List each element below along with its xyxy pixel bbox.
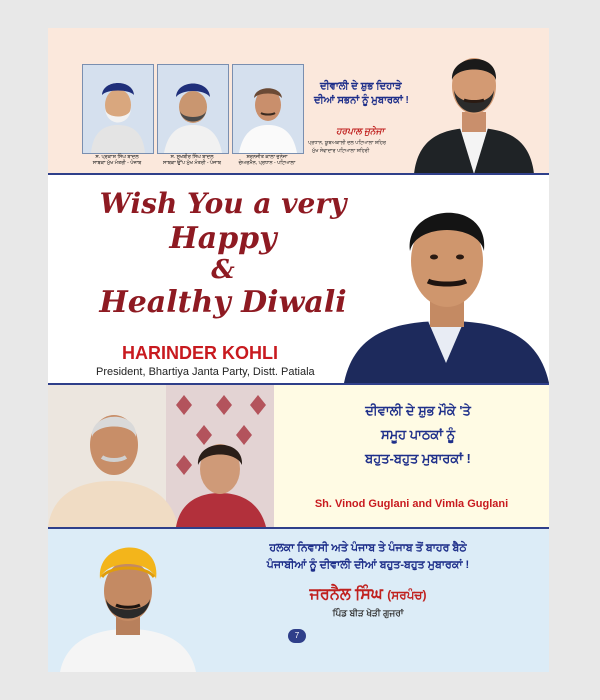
jarnail-line-1: ਹਲਕਾ ਨਿਵਾਸੀ ਅਤੇ ਪੰਜਾਬ ਤੇ ਪੰਜਾਬ ਤੋਂ ਬਾਹਰ ਬੈਠੇ <box>269 542 467 554</box>
newspaper-page <box>48 28 549 672</box>
script-healthy-diwali: Healthy Diwali <box>99 285 347 320</box>
harinder-kohli-greeting <box>48 175 549 383</box>
jarnail-singh-title: (ਸਰਪੰਚ) <box>387 588 427 602</box>
harinder-kohli-name: HARINDER KOHLI <box>122 343 278 363</box>
portrait-parkash-singh-badal <box>82 64 154 154</box>
greeting-line-2: ਦੀਆਂ ਸਭਨਾਂ ਨੂੰ ਮੁਬਾਰਕਾਂ ! <box>314 95 409 106</box>
jarnail-line-2: ਪੰਜਾਬੀਆਂ ਨੂੰ ਦੀਵਾਲੀ ਦੀਆਂ ਬਹੁਤ-ਬਹੁਤ ਮੁਬਾਰਕਾਂ ! <box>266 559 470 571</box>
harinder-kohli-photo <box>344 183 549 383</box>
script-happy: Happy <box>169 221 277 256</box>
guglani-line-2: ਸਮੂਹ ਪਾਠਕਾਂ ਨੂੰ <box>380 427 456 442</box>
jarnail-singh-name-line <box>198 586 538 604</box>
jarnail-village: ਪਿੰਡ ਬੀੜ ਖੇੜੀ ਗੁਜਰਾਂ <box>332 608 404 618</box>
page-number-badge: 7 <box>288 629 306 643</box>
harpal-designation-1: ਪ੍ਰਧਾਨ, ਯੂਥਅਕਾਲੀ ਦਲ ਪਟਿਆਲਾ ਸ਼ਹਿਰ <box>308 140 386 146</box>
portrait-sukhbir-singh-badal <box>157 64 229 154</box>
portrait-caption-2: ਸ. ਸੁਖਬੀਰ ਸਿੰਘ ਬਾਦਲ ਸਾਬਕਾ ਉੱਪ ਮੁੱਖ ਮੰਤਰੀ - ਪੰਜਾਬ <box>163 154 221 166</box>
portrait-caption-1: ਸ. ਪ੍ਰਕਾਸ਼ ਸਿੰਘ ਬਾਦਲ ਸਾਬਕਾ ਮੁੱਖ ਮੰਤਰੀ - ਪੰਜਾਬ <box>92 154 142 166</box>
jarnail-singh-photo <box>58 529 198 672</box>
portrait-caption-3: ਸ਼ਰਨਜੀਤ ਕਾਲਾ ਜੁਨੇਜਾ ਚੇਅਰਮੈਨ, ਪ੍ਰਧਾਨ - ਪਟਿਆਲਾ <box>238 154 296 166</box>
harpal-juneja-name: ਹਰਪਾਲ ਜੁਨੇਜਾ <box>336 126 385 136</box>
jarnail-singh-name: ਜਰਨੈਲ ਸਿੰਘ <box>309 586 383 603</box>
harpal-juneja-photo <box>412 38 537 174</box>
guglani-couple-photo <box>48 385 274 527</box>
guglani-names: Sh. Vinod Guglani and Vimla Guglani <box>314 498 509 510</box>
guglani-greeting <box>48 385 549 527</box>
guglani-line-1: ਦੀਵਾਲੀ ਦੇ ਸ਼ੁਭ ਮੌਕੇ 'ਤੇ <box>365 403 471 418</box>
top-greeting-banner <box>48 28 549 174</box>
harpal-designation-2: ਮੁੱਖ ਸੇਵਾਦਾਰ ਪਟਿਆਲਾ ਸ਼ਹਿਰੀ <box>312 148 370 154</box>
greeting-line-1: ਦੀਵਾਲੀ ਦੇ ਸ਼ੁਭ ਦਿਹਾੜੇ <box>320 81 402 92</box>
script-wish-you-a-very: Wish You a very <box>99 187 347 220</box>
jarnail-singh-greeting <box>48 529 549 672</box>
portrait-sharanjit-kala-juneja <box>232 64 304 154</box>
guglani-line-3: ਬਹੁਤ-ਬਹੁਤ ਮੁਬਾਰਕਾਂ ! <box>365 451 471 466</box>
harinder-kohli-designation: President, Bhartiya Janta Party, Distt. Patiala <box>96 366 315 378</box>
script-ampersand: & <box>211 255 235 285</box>
